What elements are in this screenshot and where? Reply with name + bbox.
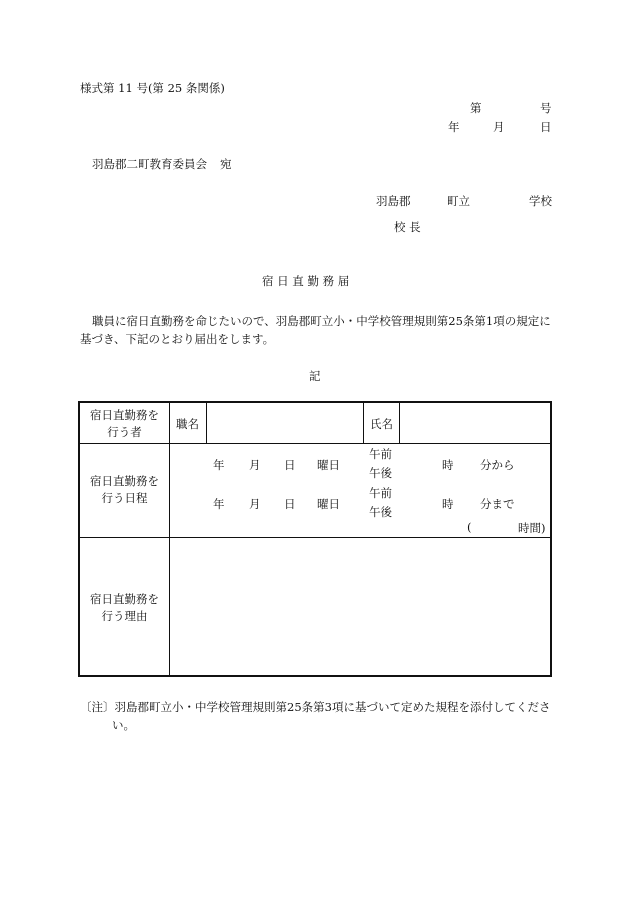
duration-hours-label: 時間)	[518, 521, 546, 535]
sender-district: 羽島郡	[376, 194, 411, 208]
sender-town: 町立	[447, 194, 470, 208]
doc-number-suffix: 号	[540, 101, 552, 115]
row-reason-label	[80, 591, 169, 625]
from-pm: 午後	[369, 466, 392, 480]
name-label: 氏名	[370, 417, 393, 431]
row-person-label-line-1: 宿日直勤務を	[90, 408, 159, 422]
addressee-honorific: 宛	[220, 157, 232, 171]
row-person-label	[80, 407, 169, 441]
from-minute: 分から	[480, 458, 515, 472]
position-label-divider	[206, 403, 207, 443]
sender-school: 学校	[529, 194, 552, 208]
form-number: 様式第 11 号(第 25 条関係)	[80, 81, 225, 95]
to-day: 日	[284, 497, 296, 511]
page-title: 宿 日 直 勤 務 届	[262, 274, 350, 288]
from-month: 月	[249, 458, 261, 472]
to-year: 年	[213, 497, 225, 511]
sender-principal: 校 長	[394, 220, 421, 234]
row-reason-label-line-1: 宿日直勤務を	[90, 592, 159, 606]
name-label-right-divider	[399, 403, 400, 443]
date-year: 年	[448, 120, 460, 134]
row-schedule-label-line-2: 行う日程	[101, 491, 148, 505]
date-month: 月	[493, 120, 505, 134]
row-divider-2	[80, 537, 550, 538]
to-hour: 時	[442, 497, 454, 511]
duration-open-paren: (	[467, 520, 472, 534]
doc-number-prefix: 第	[470, 101, 482, 115]
ki-label: 記	[309, 369, 321, 383]
to-weekday: 曜日	[317, 497, 340, 511]
from-year: 年	[213, 458, 225, 472]
to-am: 午前	[369, 486, 392, 500]
footnote-line-1: 〔注〕羽島郡町立小・中学校管理規則第25条第3項に基づいて定めた規程を添付してくださ	[80, 700, 551, 714]
row-person-label-line-2: 行う者	[107, 425, 142, 439]
addressee-name: 羽島郡二町教育委員会	[92, 157, 207, 171]
position-label: 職名	[176, 417, 199, 431]
row-reason-label-line-2: 行う理由	[101, 609, 148, 623]
body-text-line-1: 職員に宿日直勤務を命じたいので、羽島郡町立小・中学校管理規則第25条第1項の規定に	[92, 314, 551, 328]
label-column-divider	[169, 403, 170, 675]
body-text-line-2: 基づき、下記のとおり届出をします。	[80, 332, 275, 346]
application-form-table	[78, 401, 552, 677]
footnote-line-2: い。	[112, 718, 135, 732]
date-day: 日	[540, 120, 552, 134]
from-weekday: 曜日	[317, 458, 340, 472]
from-hour: 時	[442, 458, 454, 472]
to-month: 月	[249, 497, 261, 511]
to-minute: 分まで	[480, 497, 515, 511]
to-pm: 午後	[369, 505, 392, 519]
row-divider-1	[80, 443, 550, 444]
row-schedule-label-line-1: 宿日直勤務を	[90, 474, 159, 488]
from-am: 午前	[369, 447, 392, 461]
from-day: 日	[284, 458, 296, 472]
row-schedule-label	[80, 473, 169, 507]
name-label-left-divider	[363, 403, 364, 443]
